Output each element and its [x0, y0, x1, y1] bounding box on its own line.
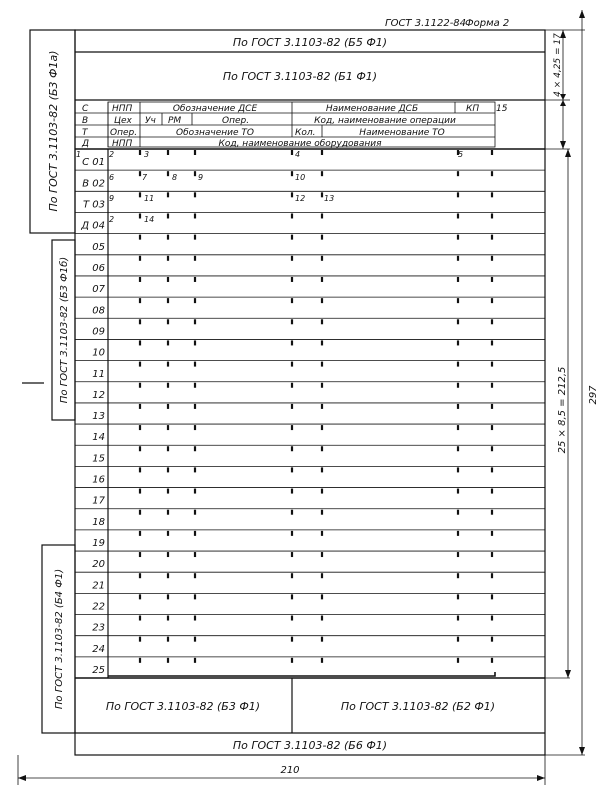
row-label: 19	[92, 538, 105, 550]
legend-b-uch: Уч	[145, 116, 156, 126]
legend-d-equipment: Код, наименование оборудования	[218, 139, 382, 149]
field-8: 8	[172, 173, 178, 182]
legend-c-name: Наименование ДСБ	[325, 104, 419, 114]
row-label: 08	[92, 305, 105, 317]
header-gost: ГОСТ 3.1122-84	[385, 18, 467, 29]
row-label: 11	[92, 368, 105, 380]
field-6: 6	[109, 173, 115, 182]
legend-t-designation: Обозначение ТО	[176, 128, 254, 138]
block-b6f1: По ГОСТ 3.1103-82 (Б6 Ф1)	[232, 739, 388, 752]
dim-top: 4 × 4,25 = 17	[553, 33, 563, 97]
block-b3f1: По ГОСТ 3.1103-82 (Б3 Ф1)	[105, 700, 261, 713]
row-label: 25	[92, 665, 105, 676]
row-label: 06	[92, 262, 105, 274]
row-label: 21	[92, 580, 105, 592]
field-3: 3	[144, 150, 150, 159]
row-label: 22	[92, 601, 105, 613]
row-label: 10	[92, 347, 105, 359]
row-label: Т 03	[82, 199, 105, 211]
legend-t-kol: Кол.	[295, 128, 316, 138]
row-label: Д 04	[81, 220, 105, 232]
row-labels	[80, 157, 105, 676]
legend-d-npp: НПП	[112, 139, 133, 149]
field-12: 12	[295, 194, 306, 203]
row-label: 14	[92, 432, 105, 444]
row-label: С 01	[82, 157, 105, 169]
row-label: 07	[92, 284, 105, 296]
legend-c-designation: Обозначение ДСЕ	[172, 104, 258, 114]
field-1: 1	[76, 150, 82, 159]
legend-b-ceh: Цех	[114, 116, 132, 126]
row-label: 16	[92, 474, 105, 486]
row-label: 09	[92, 326, 105, 338]
row-label: 24	[92, 643, 105, 655]
legend-b-rm: РМ	[168, 116, 182, 126]
legend-c-npp: НПП	[112, 104, 133, 114]
legend-d-code: Д	[82, 139, 90, 149]
legend-b-oper: Опер.	[222, 116, 250, 126]
field-14: 14	[144, 215, 155, 224]
legend-c-num: 15	[496, 104, 508, 114]
field-5: 5	[458, 150, 464, 159]
field-10: 10	[295, 173, 306, 182]
row-label: 18	[92, 516, 105, 528]
field-11: 11	[144, 194, 155, 203]
legend-c-kp: КП	[466, 104, 480, 114]
field-9b: 9	[109, 194, 115, 203]
dim-width: 210	[280, 765, 300, 776]
row-label: 12	[92, 389, 105, 401]
legend-c-code: С	[82, 104, 89, 114]
block-b2f1: По ГОСТ 3.1103-82 (Б2 Ф1)	[340, 700, 496, 713]
field-9: 9	[198, 173, 204, 182]
field-4: 4	[295, 150, 301, 159]
header-form: Форма 2	[465, 18, 510, 29]
block-b3f1b: По ГОСТ 3.1103-82 (Б3 Ф1б)	[59, 256, 70, 404]
legend-b-code-name: Код, наименование операции	[314, 116, 456, 126]
row-label: 13	[92, 411, 105, 423]
legend-t-code: Т	[82, 128, 88, 138]
field-2: 2	[109, 150, 115, 159]
dim-middle: 25 × 8,5 = 212,5	[557, 366, 568, 454]
legend-t-oper: Опер.	[110, 128, 138, 138]
row-label: 17	[92, 495, 105, 507]
field-7: 7	[142, 173, 148, 182]
field-2b: 2	[109, 215, 115, 224]
row-label: 20	[92, 559, 105, 571]
field-13: 13	[324, 194, 335, 203]
row-label: В 02	[82, 178, 105, 190]
legend-b-code: В	[82, 116, 89, 126]
block-b5f1: По ГОСТ 3.1103-82 (Б5 Ф1)	[232, 36, 388, 49]
row-label: 05	[92, 241, 105, 253]
dim-height: 297	[588, 385, 599, 405]
row-label: 23	[92, 622, 105, 634]
legend-t-name: Наименование ТО	[359, 128, 445, 138]
block-b1f1: По ГОСТ 3.1103-82 (Б1 Ф1)	[222, 70, 378, 83]
block-b3f1a: По ГОСТ 3.1103-82 (Б3 Ф1а)	[47, 50, 60, 212]
block-b4f1: По ГОСТ 3.1103-82 (Б4 Ф1)	[54, 568, 65, 710]
row-label: 15	[92, 453, 105, 465]
